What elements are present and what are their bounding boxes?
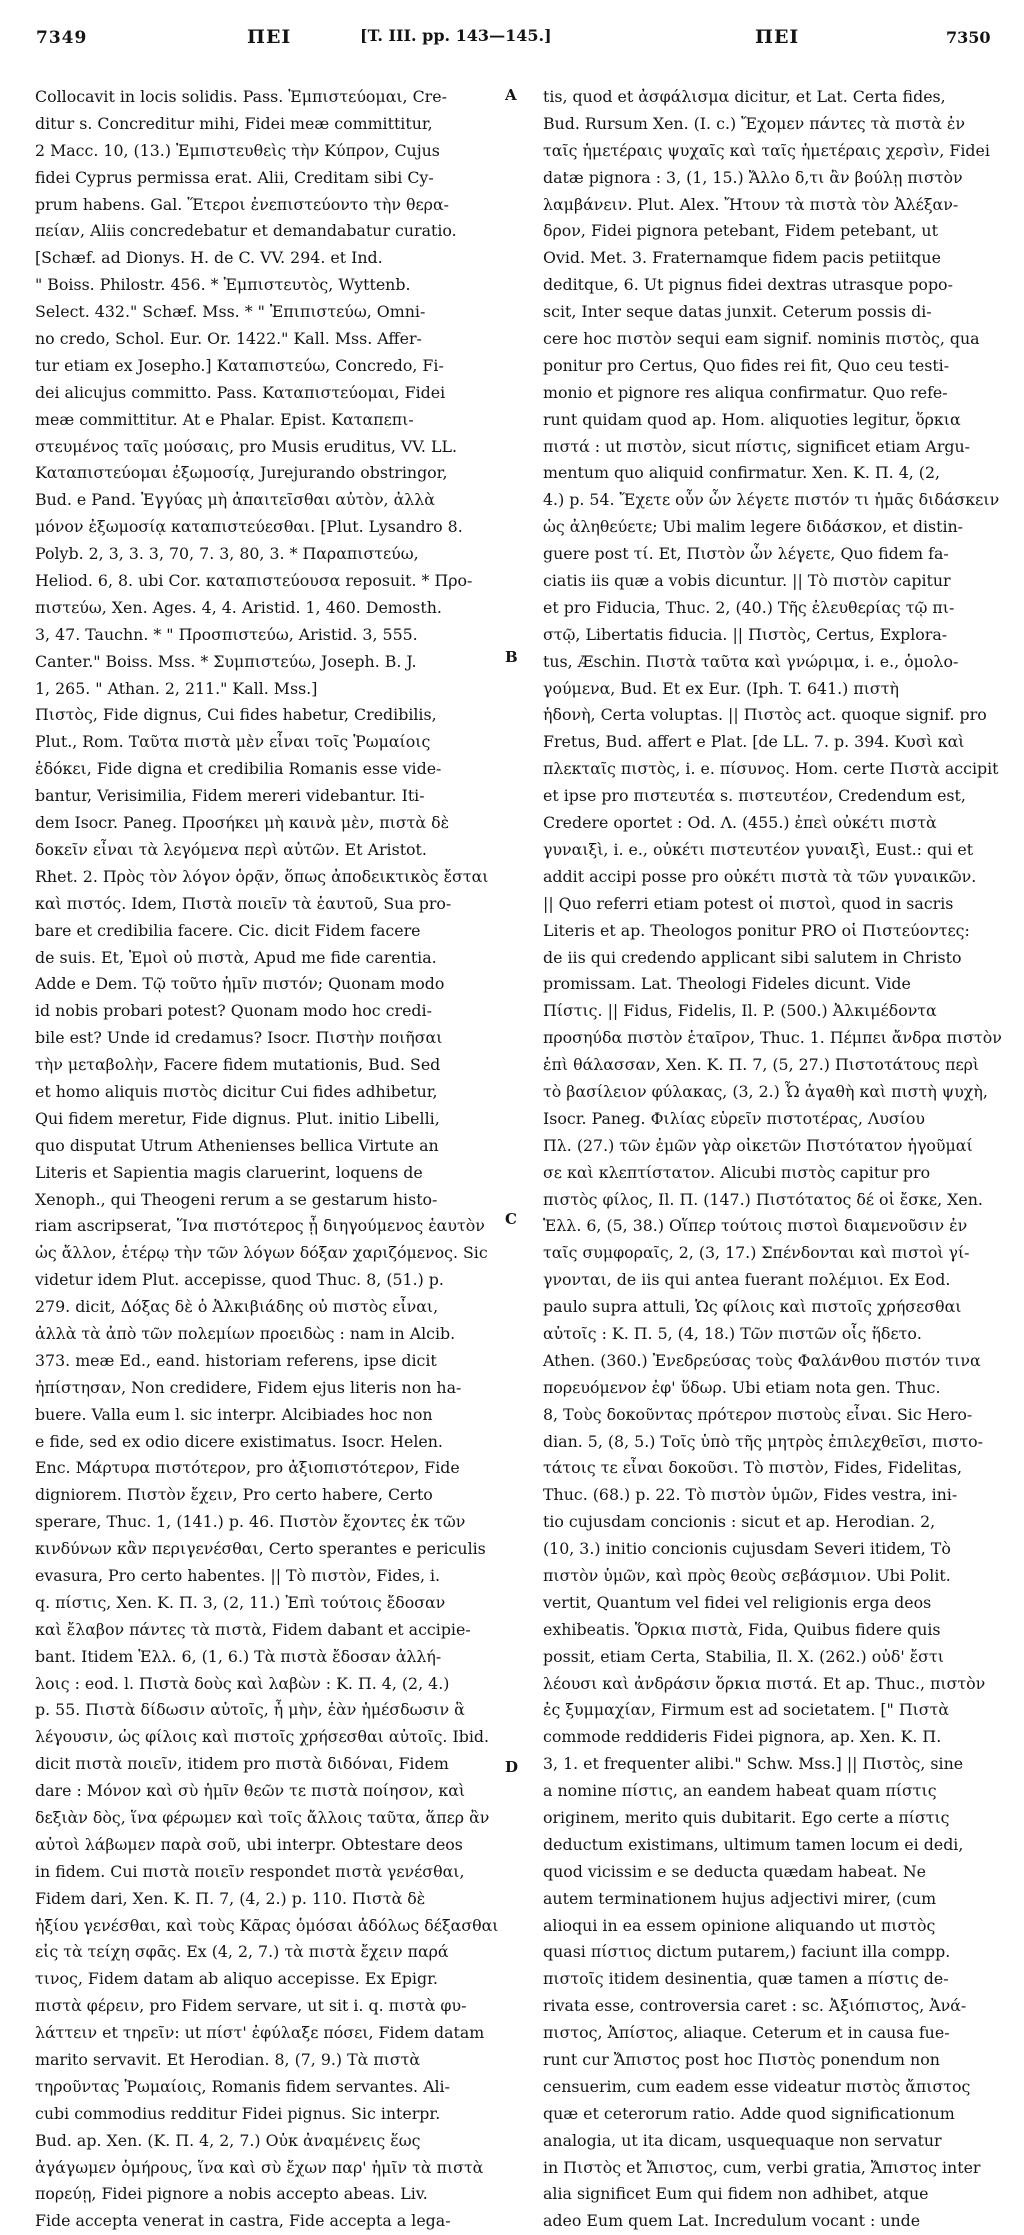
text-line: 3, 1. et frequenter alibi." Schw. Mss.] || Πιστὸς, sine [543,1754,964,1774]
text-line: rivata esse, controversia caret : sc. Ἀξιόπιστος, Ἀνά- [543,1996,967,2016]
text-line: p. 55. Πιστὰ δίδωσιν αὐτοῖς, ἦ μὴν, ἐὰν ἡμέσδωσιν ἃ [35,1700,465,1720]
text-line: δεξιὰν δὸς, ἵνα φέρωμεν καὶ τοῖς ἄλλοις ταῦτα, ἅπερ ἂν [35,1808,490,1827]
text-line: Isocr. Paneg. Φιλίας εὑρεῖν πιστοτέρας, Λυσίου [543,1108,926,1128]
text-line: Plut., Rom. Ταῦτα πιστὰ μὲν εἶναι τοῖς Ῥωμαίοις [35,732,431,752]
text-line: λαμβάνειν. Plut. Alex. Ἤτουν τὰ πιστὰ τὸν Ἀλέξαν- [543,194,959,214]
text-line: || Quo referri etiam potest οἱ πιστοὶ, quod in sacris [543,893,954,913]
text-line: deditque, 6. Ut pignus fidei dextras utrasque popo- [543,275,953,295]
text-line: bile est? Unde id credamus? Isocr. Πιστὴν ποιῆσαι [35,1028,443,1048]
text-line: deductum existimans, ultimum tamen locum ei dedi, [543,1834,964,1854]
text-line: Canter." Boiss. Mss. * Συμπιστεύω, Joseph. B. J. [35,651,417,671]
text-line: Fide accepta venerat in castra, Fide accepta a lega- [35,2211,451,2231]
text-line: alia significet Eum qui fidem non adhibet, atque [543,2184,929,2204]
text-line: in Πιστὸς et Ἄπιστος, cum, verbi gratia, Ἄπιστος inter [543,2157,981,2177]
text-line: autem terminationem hujus adjectivi mirer, (cum [543,1888,937,1908]
text-line: λάττειν et τηρεῖν: ut πίστ' ἐφύλαξε πόσει, Fidem datam [35,2023,485,2043]
text-line: Πλ. (27.) τῶν ἐμῶν γὰρ οἰκετῶν Πιστότατον ἡγοῦμαί [543,1135,973,1155]
text-line: et pro Fiducia, Thuc. 2, (40.) Τῆς ἐλευθερίας τῷ πι- [543,597,955,617]
text-line: de iis qui credendo applicant sibi salutem in Christo [543,947,962,967]
text-line: ἐπὶ θάλασσαν, Xen. K. Π. 7, (5, 27.) Πιστοτάτους περὶ [543,1055,980,1075]
text-line: et homo aliquis πιστὸς dicitur Cui fides adhibetur, [35,1081,438,1101]
text-line: τηροῦντας Ῥωμαίοις, Romanis fidem servantes. Ali- [35,2076,450,2096]
text-line: marito servavit. Et Herodian. 8, (7, 9.) Τὰ πιστὰ [35,2050,421,2070]
text-line: καὶ ἔλαβον πάντες τὰ πιστὰ, Fidem dabant et accipie- [35,1619,471,1639]
text-line: εἰς τὰ τείχη σφᾶς. Ex (4, 2, 7.) τὰ πιστὰ ἔχειν παρά [35,1942,449,1962]
text-line: 8, Τοὺς δοκοῦντας πρότερον πιστοὺς εἶναι. Sic Hero- [543,1404,973,1424]
text-line: ταῖς ἡμετέραις ψυχαῖς καὶ ταῖς ἡμετέραις χερσὶν, Fidei [543,140,990,160]
text-line: e fide, sed ex odio dicere existimatus. Isocr. Helen. [35,1431,443,1451]
text-line: meæ committitur. At e Phalar. Epist. Καταπεπι- [35,409,414,429]
margin-letter-b: B [505,648,518,666]
text-line: γνονται, de iis qui antea fuerant πολέμιοι. Ex Eod. [543,1270,951,1290]
text-line: πιστὸς φίλος, Il. Π. (147.) Πιστότατος δέ οἱ ἔσκε, Xen. [543,1189,983,1209]
text-line: id nobis probari potest? Quonam modo hoc credi- [35,1001,432,1021]
text-line: Polyb. 2, 3, 3. 3, 70, 7. 3, 80, 3. * Παραπιστεύω, [35,544,419,564]
text-line: πιστὰ φέρειν, pro Fidem servare, ut sit i. q. πιστὰ φυ- [35,1996,467,2016]
text-line: Καταπιστεύομαι ἐξωμοσίᾳ, Jurejurando obstringor, [35,463,448,483]
text-line: Πιστὸς, Fide dignus, Cui fides habetur, Credibilis, [35,705,437,725]
text-line: πλεκταῖς πιστὸς, i. e. πίσυνος. Hom. certe Πιστὰ accipit [543,759,999,779]
text-line: quo disputat Utrum Athenienses bellica Virtute an [35,1135,439,1155]
text-line: κινδύνων κἂν περιγενέσθαι, Certo sperantes e periculis [35,1539,486,1559]
text-line: dare : Μόνον καὶ σὺ ἡμῖν θεῶν τε πιστὰ ποίησον, καὶ [35,1781,466,1801]
text-line: fidei Cyprus permissa erat. Alii, Creditam sibi Cy- [35,167,434,187]
text-line: exhibeatis. Ὅρκια πιστὰ, Fida, Quibus fidere quis [543,1619,941,1639]
text-line: 1, 265. " Athan. 2, 211." Kall. Mss.] [35,678,318,698]
text-line: αὐτοὶ λάβωμεν παρὰ σοῦ, ubi interpr. Obtestare deos [35,1834,463,1854]
text-line: ὡς ἄλλον, ἑτέρῳ τὴν τῶν λόγων δόξαν χαριζόμενος. Sic [35,1243,488,1263]
text-line: Athen. (360.) Ἐνεδρεύσας τοὺς Φαλάνθου πιστόν τινα [543,1350,981,1370]
page-header [0,0,1024,90]
text-line: Ἑλλ. 6, (5, 38.) Οἵπερ τούτοις πιστοὶ διαμενοῦσιν ἐν [543,1216,968,1236]
text-line: μόνον ἐξωμοσίᾳ καταπιστεύεσθαι. [Plut. Lysandro 8. [35,517,463,537]
text-line: runt quidam quod ap. Hom. aliquoties legitur, ὅρκια [543,409,961,429]
text-line: videtur idem Plut. accepisse, quod Thuc. 8, (51.) p. [35,1270,444,1290]
text-line: paulo supra attuli, Ὡς φίλοις καὶ πιστοῖς χρήσεσθαι [543,1297,962,1317]
text-line: δρον, Fidei pignora petebant, Fidem petebant, ut [543,221,938,241]
text-line: ἡδονὴ, Certa voluptas. || Πιστὸς act. quoque signif. pro [543,705,987,725]
text-line: sperare, Thuc. 1, (141.) p. 46. Πιστὸν ἔχοντες ἐκ τῶν [35,1512,466,1532]
text-line: quasi πίστιος dictum putarem,) faciunt illa compp. [543,1942,951,1962]
text-line: et ipse pro πιστευτέα s. πιστευτέον, Credendum est, [543,786,966,806]
text-line: πείαν, Aliis concredebatur et demandabatur curatio. [35,221,457,241]
text-line: bant. Itidem Ἑλλ. 6, (1, 6.) Τὰ πιστὰ ἔδοσαν ἀλλή- [35,1646,442,1666]
text-line: bare et credibilia facere. Cic. dicit Fidem facere [35,920,421,940]
text-line: ponitur pro Certus, Quo fides rei fit, Quo ceu testi- [543,355,950,375]
text-line: (10, 3.) initio concionis cujusdam Severi itidem, Τὸ [543,1539,951,1559]
text-line: πιστος, Ἀπίστος, aliaque. Ceterum et in causa fue- [543,2023,950,2043]
text-line: ἠξίου γενέσθαι, καὶ τοὺς Κᾶρας ὁμόσαι ἀδόλως δέξασθαι [35,1915,499,1935]
text-line: buere. Valla eum l. sic interpr. Alcibiades hoc non [35,1404,433,1424]
text-line: prum habens. Gal. Ἕτεροι ἐνεπιστεύοντο τὴν θερα- [35,194,449,214]
text-line: addit accipi posse pro οὐκέτι πιστὰ τὰ τῶν γυναικῶν. [543,866,977,886]
text-line: ciatis iis quæ a vobis dicuntur. || Τὸ πιστὸν capitur [543,571,951,591]
text-line: τὴν μεταβολὴν, Facere fidem mutationis, Bud. Sed [35,1055,441,1075]
text-line: πορευόμενον ἐφ' ὕδωρ. Ubi etiam nota gen. Thuc. [543,1377,941,1397]
text-line: originem, merito quis dubitarit. Ego certe a πίστις [543,1808,950,1827]
text-line: a nomine πίστις, an eandem habeat quam πίστις [543,1781,937,1801]
text-line: στευμένος ταῖς μούσαις, pro Musis eruditus, VV. LL. [35,436,457,456]
text-line: promissam. Lat. Theologi Fideles dicunt. Vide [543,974,911,994]
text-line: riam ascripserat, Ἵνα πιστότερος ᾖ διηγούμενος ἑαυτὸν [35,1216,485,1236]
page-number-left: 7349 [36,28,88,48]
text-line: Enc. Μάρτυρα πιστότερον, pro ἀξιοπιστότερον, Fide [35,1458,460,1478]
text-line: scit, Inter seque datas junxit. Ceterum possis di- [543,302,932,322]
text-line: τὸ βασίλειον φύλακας, (3, 2.) Ὦ ἀγαθὴ καὶ πιστὴ ψυχὴ, [543,1081,988,1101]
text-line: no credo, Schol. Eur. Or. 1422." Kall. Mss. Affer- [35,329,422,349]
margin-letter-c: C [505,1210,517,1228]
text-line: ditur s. Concreditur mihi, Fidei meæ committitur, [35,113,433,133]
text-line: evasura, Pro certo habentes. || Τὸ πιστὸν, Fides, i. [35,1565,441,1585]
text-line: ἐς ξυμμαχίαν, Firmum est ad societatem. [" Πιστὰ [543,1700,949,1720]
right-text-column [543,84,1002,2231]
text-line: Bud. ap. Xen. (K. Π. 4, 2, 7.) Οὐκ ἀναμένεις ἕως [35,2130,421,2150]
text-line: ἠπίστησαν, Non credidere, Fidem ejus literis non ha- [35,1377,462,1397]
text-line: Collocavit in locis solidis. Pass. Ἐμπιστεύομαι, Cre- [35,87,447,106]
text-line: [Schæf. ad Dionys. H. de C. VV. 294. et Ind. [35,248,383,268]
text-line: tis, quod et ἀσφάλισμα dicitur, et Lat. Certa fides, [543,87,946,106]
text-line: guere post τί. Et, Πιστὸν ὧν λέγετε, Quo fidem fa- [543,544,949,564]
margin-letter-a: A [505,86,517,104]
text-line: λέγουσιν, ὡς φίλοις καὶ πιστοῖς χρήσεσθαι αὐτοῖς. Ibid. [35,1727,489,1747]
text-line: τινος, Fidem datam ab aliquo accepisse. Ex Epigr. [35,1969,438,1989]
text-line: de suis. Et, Ἐμοὶ οὐ πιστὰ, Apud me fide carentia. [35,947,437,967]
text-line: tus, Æschin. Πιστὰ ταῦτα καὶ γνώριμα, i. e., ὁμολο- [543,651,959,671]
text-line: πιστὸν ὑμῶν, καὶ πρὸς θεοὺς σεβάσμιον. Ubi Polit. [543,1565,951,1585]
text-line: Qui fidem meretur, Fide dignus. Plut. initio Libelli, [35,1108,440,1128]
text-line: 279. dicit, Δόξας δὲ ὁ Ἀλκιβιάδης οὐ πιστὸς εἶναι, [35,1297,439,1317]
text-line: πορεύῃ, Fidei pignore a nobis accepto abeas. Liv. [35,2184,428,2204]
text-line: Literis et Sapientia magis claruerint, loquens de [35,1162,423,1182]
text-line: Adde e Dem. Τῷ τοῦτο ἡμῖν πιστόν; Quonam modo [35,974,445,994]
running-headword-left: ΠΕΙ [247,26,292,48]
text-line: adeo Eum quem Lat. Incredulum vocant : unde [543,2211,921,2231]
text-line: Literis et ap. Theologos ponitur PRO οἱ Πιστεύοντες: [543,920,970,940]
text-line: λοις : eod. l. Πιστὰ δοὺς καὶ λαβὼν : K. Π. 4, (2, 4.) [35,1673,450,1693]
text-line: 373. meæ Ed., eand. historiam referens, ipse dicit [35,1350,437,1370]
text-line: 3, 47. Tauchn. * " Προσπιστεύω, Aristid. 3, 555. [35,624,418,644]
text-line: τάτοις τε εἶναι δοκοῦσι. Τὸ πιστὸν, Fides, Fidelitas, [543,1458,962,1478]
text-line: Heliod. 6, 8. ubi Cor. καταπιστεύουσα reposuit. * Προ- [35,571,473,591]
text-line: γυναιξὶ, i. e., οὐκέτι πιστευτέον γυναιξὶ, Eust.: qui et [543,839,974,859]
text-line: dian. 5, (8, 5.) Τοῖς ὑπὸ τῆς μητρὸς ἐπιλεχθεῖσι, πιστο- [543,1431,983,1451]
text-line: Bud. Rursum Xen. (I. c.) Ἔχομεν πάντες τὰ πιστὰ ἐν [543,113,965,133]
text-line: q. πίστις, Xen. K. Π. 3, (2, 11.) Ἐπὶ τούτοις ἔδοσαν [35,1592,446,1612]
text-line: Select. 432." Schæf. Mss. * " Ἐπιπιστεύω, Omni- [35,302,426,322]
text-line: alioqui in ea essem opinione aliquando ut πιστὸς [543,1915,936,1935]
text-line: dem Isocr. Paneg. Προσήκει μὴ καινὰ μὲν, πιστὰ δὲ [35,813,450,833]
text-line: " Boiss. Philostr. 456. * Ἐμπιστευτὸς, Wyttenb. [35,275,411,295]
text-line: Πίστις. || Fidus, Fidelis, Il. P. (500.) Ἀλκιμέδοντα [543,1001,937,1021]
text-line: προσηύδα πιστὸν ἑταῖρον, Thuc. 1. Πέμπει ἄνδρα πιστὸν [543,1028,1002,1048]
running-headword-right: ΠΕΙ [755,26,800,48]
text-line: vertit, Quantum vel fidei vel religionis erga deos [543,1592,932,1612]
text-line: tur etiam ex Josepho.] Καταπιστεύω, Concredo, Fi- [35,355,444,375]
text-line: καὶ πιστός. Idem, Πιστὰ ποιεῖν τὰ ἑαυτοῦ, Sua pro- [35,893,452,913]
text-line: Ovid. Met. 3. Fraternamque fidem pacis petiitque [543,248,941,268]
text-line: runt cur Ἄπιστος post hoc Πιστὸς ponendum non [543,2050,940,2070]
text-line: γούμενα, Bud. Et ex Eur. (Iph. T. 641.) πιστὴ [543,678,899,698]
text-line: commode reddideris Fidei pignora, ap. Xen. K. Π. [543,1727,942,1747]
text-line: Thuc. (68.) p. 22. Τὸ πιστὸν ὑμῶν, Fides vestra, ini- [543,1485,958,1505]
text-line: possit, etiam Certa, Stabilia, Il. X. (262.) οὐδ' ἔστι [543,1646,944,1666]
page-number-right: 7350 [946,28,991,47]
text-line: Rhet. 2. Πρὸς τὸν λόγον ὁρᾷν, ὅπως ἀποδεικτικὸς ἔσται [35,866,489,886]
text-line: Credere oportet : Od. Λ. (455.) ἐπεὶ οὐκέτι πιστὰ [543,813,937,833]
text-line: mentum quo aliquid confirmatur. Xen. K. Π. 4, (2, [543,463,941,483]
text-line: στῷ, Libertatis fiducia. || Πιστὸς, Certus, Explora- [543,624,948,644]
text-line: in fidem. Cui πιστὰ ποιεῖν respondet πιστὰ γενέσθαι, [35,1861,465,1881]
text-line: πιστά : ut πιστὸν, sicut πίστις, significet etiam Argu- [543,436,971,456]
text-line: ἀλλὰ τὰ ἀπὸ τῶν πολεμίων προειδὼς : nam in Alcib. [35,1323,456,1343]
text-line: Bud. e Pand. Ἐγγύας μὴ ἀπαιτεῖσθαι αὐτὸν, ἀλλὰ [35,490,435,510]
text-line: Fretus, Bud. affert e Plat. [de LL. 7. p. 394. Κυσὶ καὶ [543,732,965,752]
text-line: Xenoph., qui Theogeni rerum a se gestarum histo- [35,1189,438,1209]
text-line: 2 Macc. 10, (13.) Ἐμπιστευθεὶς τὴν Κύπρον, Cujus [35,140,440,160]
text-line: 4.) p. 54. Ἔχετε οὖν ὧν λέγετε πιστόν τι ἡμᾶς διδάσκειν [543,490,1000,510]
text-line: censuerim, cum eadem esse videatur πιστὸς ἄπιστος [543,2076,971,2096]
margin-letter-d: D [505,1758,519,1776]
text-line: datæ pignora : 3, (1, 15.) Ἄλλο δ,τι ἂν βούλῃ πιστὸν [543,167,963,187]
text-line: dei alicujus committo. Pass. Καταπιστεύομαι, Fidei [35,382,446,402]
left-text-column [35,84,499,2231]
text-line: πιστεύω, Xen. Ages. 4, 4. Aristid. 1, 460. Demosth. [35,597,442,617]
text-line: cubi commodius redditur Fidei pignus. Sic interpr. [35,2103,441,2123]
text-line: quod vicissim e se deducta quædam habeat. Ne [543,1861,926,1881]
volume-reference: [T. III. pp. 143—145.] [360,26,552,45]
text-line: digniorem. Πιστὸν ἔχειν, Pro certo habere, Certo [35,1485,433,1505]
text-line: λέουσι καὶ ἀνδράσιν ὅρκια πιστά. Et ap. Thuc., πιστὸν [543,1673,986,1693]
text-line: monio et pignore res aliqua confirmatur. Quo refe- [543,382,948,402]
text-line: tio cujusdam concionis : sicut et ap. Herodian. 2, [543,1512,936,1532]
text-line: bantur, Verisimilia, Fidem mereri videbantur. Iti- [35,786,425,806]
text-line: σε καὶ κλεπτίστατον. Alicubi πιστὸς capitur pro [543,1162,931,1182]
text-line: δοκεῖν εἶναι τὰ λεγόμενα περὶ αὐτῶν. Et Aristot. [35,839,427,859]
text-line: ἐδόκει, Fide digna et credibilia Romanis esse vide- [35,759,442,779]
text-line: analogia, ut ita dicam, usquequaque non servatur [543,2130,942,2150]
text-line: ἀγάγωμεν ὁμήρους, ἵνα καὶ σὺ ἔχων παρ' ἡμῖν τὰ πιστὰ [35,2157,484,2177]
text-line: ταῖς συμφοραῖς, 2, (3, 17.) Σπένδονται καὶ πιστοὶ γί- [543,1243,970,1263]
text-line: dicit πιστὰ ποιεῖν, itidem pro πιστὰ διδόναι, Fidem [35,1754,449,1774]
text-line: Fidem dari, Xen. K. Π. 7, (4, 2.) p. 110. Πιστὰ δὲ [35,1888,426,1908]
text-line: ὡς ἀληθεύετε; Ubi malim legere διδάσκον, et distin- [543,517,964,537]
text-line: quæ et ceterorum ratio. Adde quod significationum [543,2103,955,2123]
text-line: cere hoc πιστὸν sequi eam signif. nominis πιστὸς, qua [543,329,980,349]
text-line: πιστοῖς itidem desinentia, quæ tamen a πίστις de- [543,1969,949,1989]
text-line: αὐτοῖς : K. Π. 5, (4, 18.) Τῶν πιστῶν οἷς ἥδετο. [543,1323,922,1343]
